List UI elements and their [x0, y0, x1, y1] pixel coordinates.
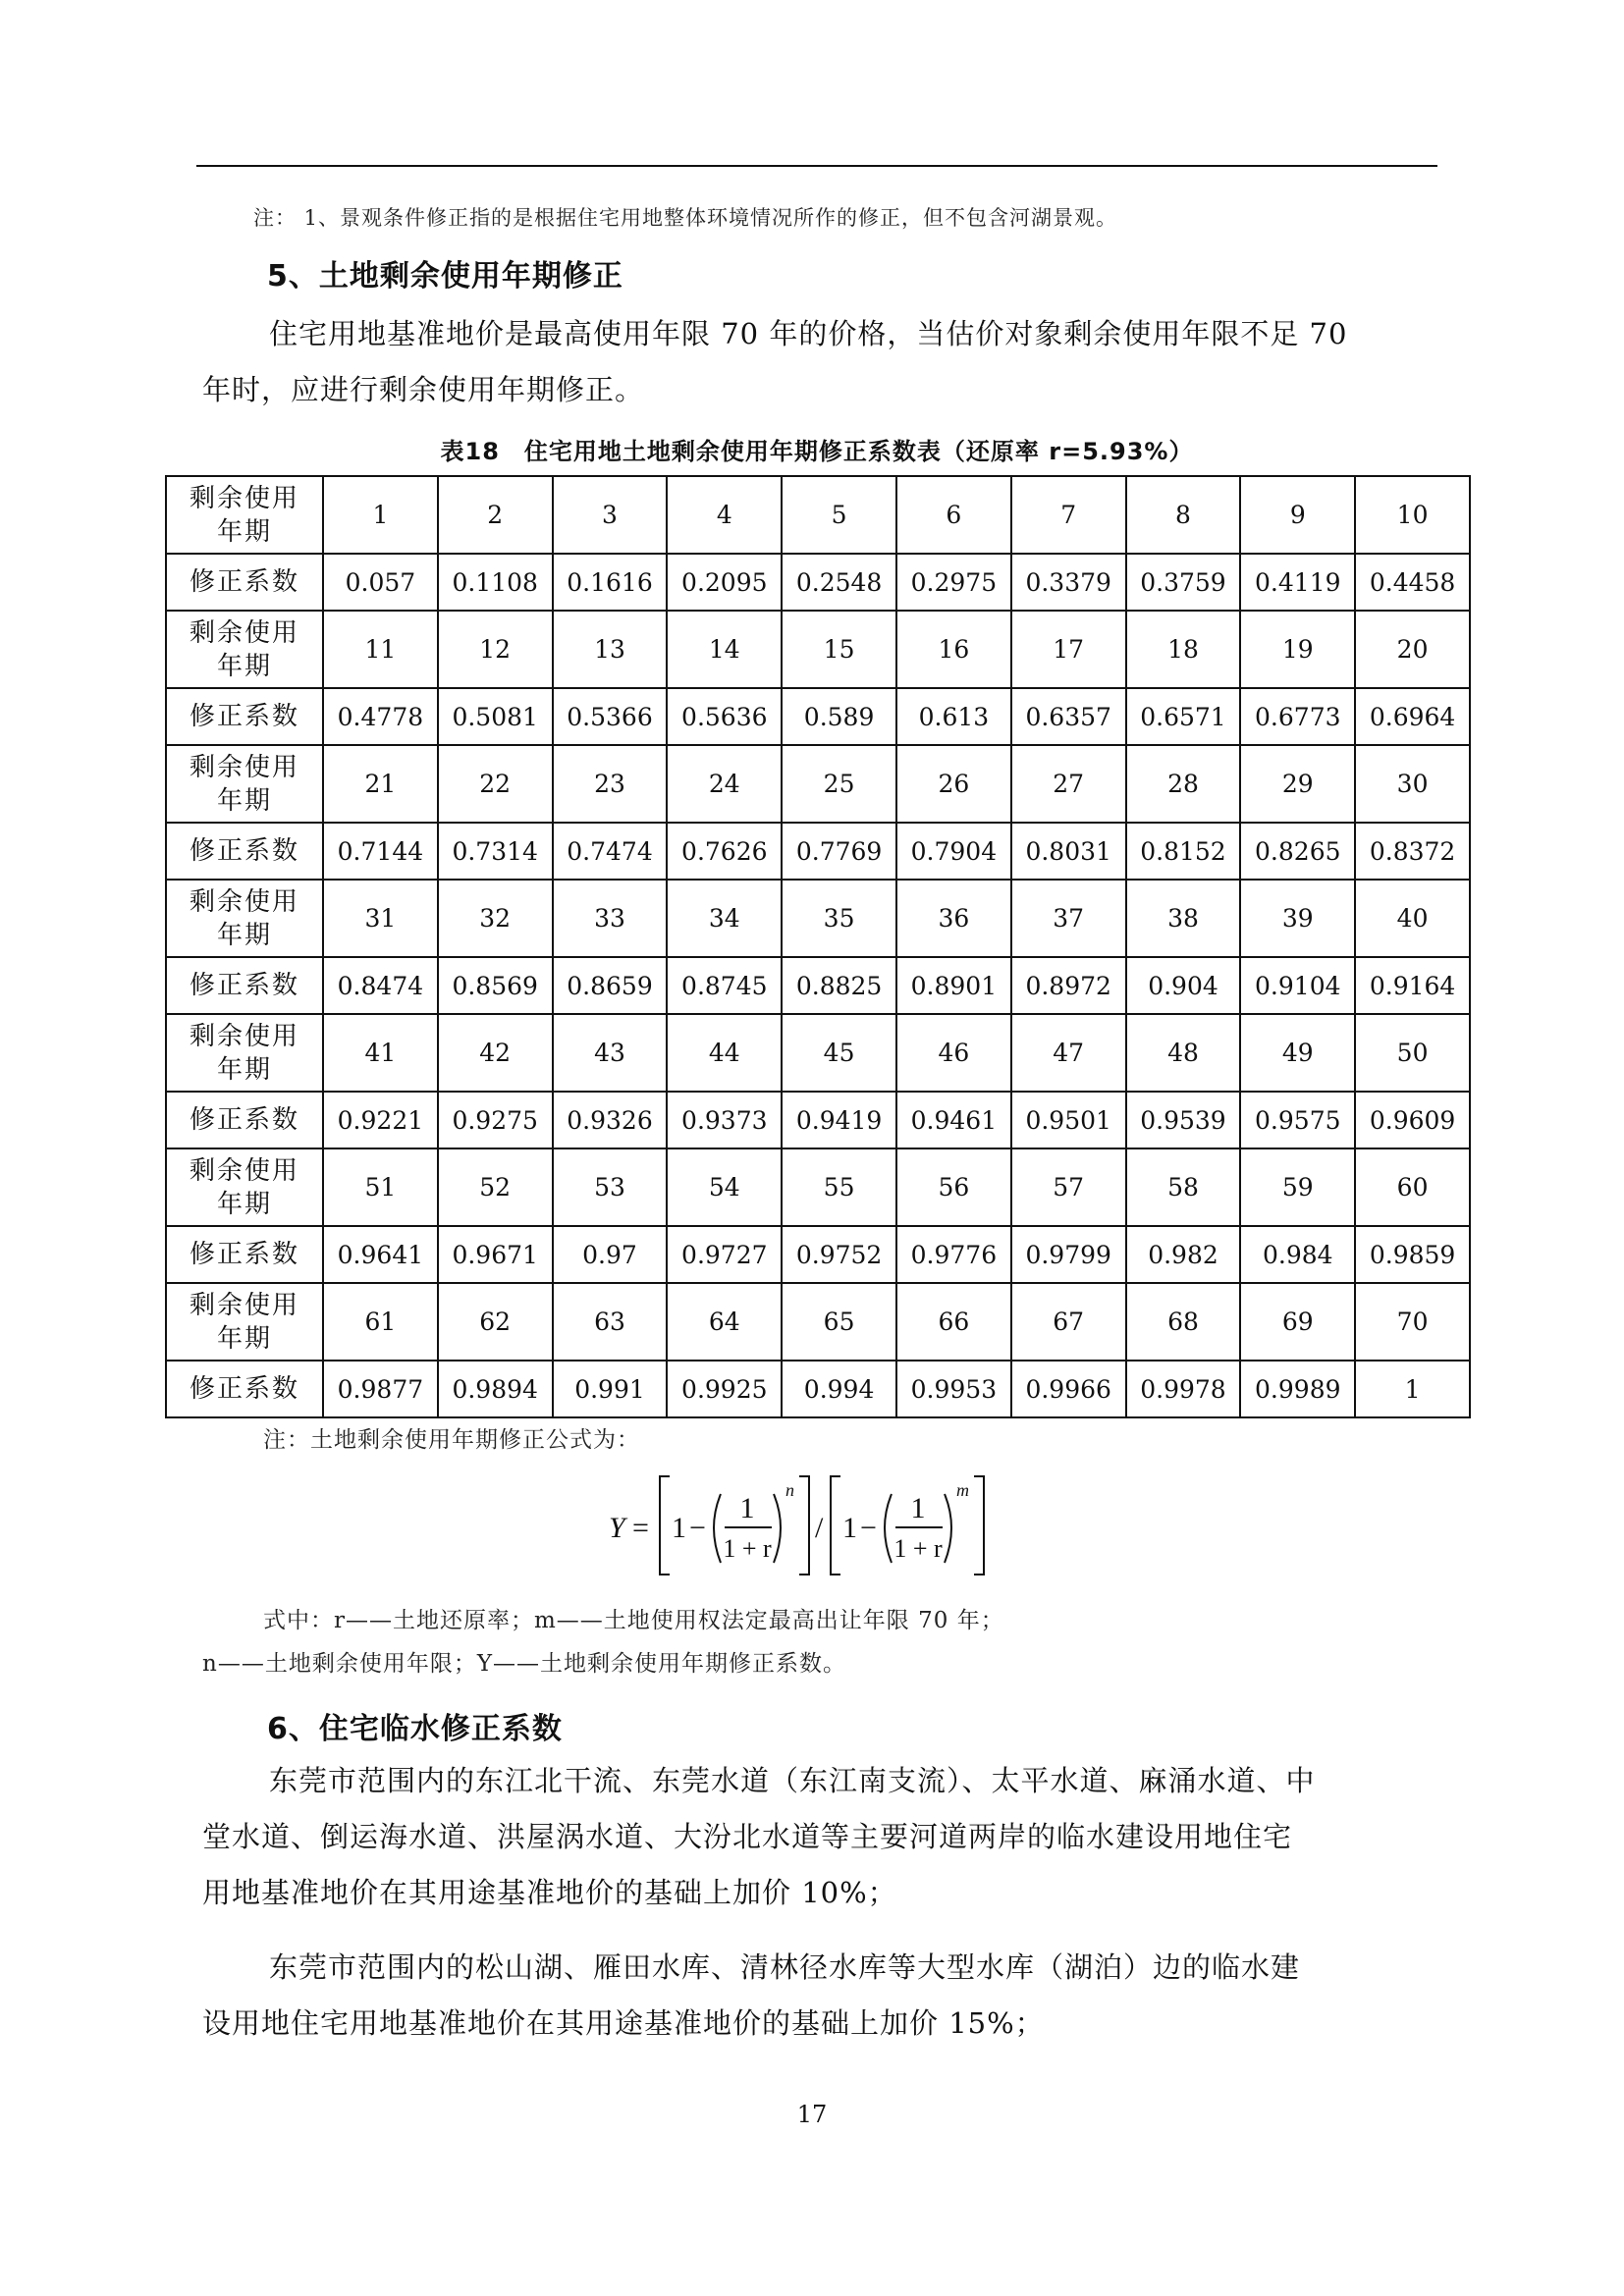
- formula-slash: /: [815, 1512, 824, 1544]
- right-paren-2: [945, 1494, 951, 1563]
- table-body: [166, 476, 1470, 1417]
- row-label-line: 剩余使用: [189, 752, 299, 782]
- coefficient-cell: 0.7769: [782, 823, 896, 880]
- row-label-line: 年期: [216, 1189, 272, 1219]
- coefficient-cell: 0.9671: [438, 1226, 553, 1283]
- row-label-line: 年期: [216, 1323, 272, 1354]
- year-cell: 17: [1011, 611, 1126, 688]
- paragraph-line: 东莞市范围内的东江北干流、东莞水道（东江南支流）、太平水道、麻涌水道、中: [269, 1764, 1316, 1797]
- section-6-heading: 6、住宅临水修正系数: [267, 1712, 563, 1746]
- row-label-line: 剩余使用: [189, 617, 299, 648]
- coefficient-cell: 0.6571: [1126, 688, 1241, 745]
- row-label-line: 剩余使用: [189, 1290, 299, 1320]
- year-cell: 39: [1240, 880, 1355, 957]
- year-cell: 28: [1126, 745, 1241, 823]
- fraction-numerator-2: 1: [910, 1492, 926, 1524]
- fraction-numerator-1: 1: [739, 1492, 755, 1524]
- coefficient-cell: 0.3759: [1126, 554, 1241, 611]
- left-paren-1: [714, 1494, 721, 1563]
- row-label-coefficient: 修正系数: [166, 1361, 323, 1417]
- row-label-remaining-years: [166, 476, 323, 554]
- year-cell: 10: [1355, 476, 1470, 554]
- year-cell: 62: [438, 1283, 553, 1361]
- row-label-coefficient: 修正系数: [166, 823, 323, 880]
- formula-equals: =: [632, 1512, 649, 1544]
- coefficient-cell: 0.9326: [553, 1092, 668, 1148]
- row-label-line: 年期: [216, 785, 272, 816]
- coefficient-cell: 0.9776: [896, 1226, 1011, 1283]
- exponent-m: m: [956, 1480, 969, 1500]
- coefficient-cell: 0.589: [782, 688, 896, 745]
- coefficient-cell: 0.6357: [1011, 688, 1126, 745]
- year-cell: 19: [1240, 611, 1355, 688]
- year-cell: 45: [782, 1014, 896, 1092]
- year-cell: 49: [1240, 1014, 1355, 1092]
- table-row-years: [166, 1014, 1470, 1092]
- row-label-line: 剩余使用: [189, 1155, 299, 1186]
- year-cell: 42: [438, 1014, 553, 1092]
- row-label-line: 年期: [216, 516, 272, 547]
- page-number: 17: [796, 2101, 828, 2128]
- coefficient-cell: 0.5081: [438, 688, 553, 745]
- section-5-heading: 5、土地剩余使用年期修正: [267, 259, 623, 294]
- table-row-years: [166, 1283, 1470, 1361]
- table-row-years: [166, 1148, 1470, 1226]
- right-bracket-1: [799, 1476, 809, 1575]
- coefficient-cell: 0.9275: [438, 1092, 553, 1148]
- row-label-coefficient: 修正系数: [166, 688, 323, 745]
- coefficient-cell: 0.994: [782, 1361, 896, 1417]
- exponent-n: n: [785, 1480, 794, 1500]
- year-cell: 25: [782, 745, 896, 823]
- coefficient-cell: 0.8474: [323, 957, 438, 1014]
- year-cell: 1: [323, 476, 438, 554]
- coefficient-cell: 0.7314: [438, 823, 553, 880]
- coefficient-cell: 0.4778: [323, 688, 438, 745]
- row-label-line: 年期: [216, 1054, 272, 1085]
- coefficient-cell: 0.8659: [553, 957, 668, 1014]
- coefficient-cell: 0.7474: [553, 823, 668, 880]
- year-cell: 43: [553, 1014, 668, 1092]
- coefficient-cell: 0.9461: [896, 1092, 1011, 1148]
- row-label-remaining-years: [166, 1283, 323, 1361]
- table-row-years: [166, 745, 1470, 823]
- table-row-coefficients: [166, 1361, 1470, 1417]
- year-cell: 14: [667, 611, 782, 688]
- coefficient-cell: 0.057: [323, 554, 438, 611]
- coefficient-cell: 0.2095: [667, 554, 782, 611]
- year-cell: 47: [1011, 1014, 1126, 1092]
- coefficient-cell: 0.991: [553, 1361, 668, 1417]
- year-cell: 11: [323, 611, 438, 688]
- coefficient-cell: 0.9641: [323, 1226, 438, 1283]
- year-cell: 36: [896, 880, 1011, 957]
- year-cell: 66: [896, 1283, 1011, 1361]
- row-label-coefficient: 修正系数: [166, 957, 323, 1014]
- year-cell: 33: [553, 880, 668, 957]
- year-cell: 46: [896, 1014, 1011, 1092]
- year-cell: 40: [1355, 880, 1470, 957]
- fraction-denominator-1: 1 + r: [723, 1534, 772, 1563]
- formula-legend-line-1: 式中：r——土地还原率；m——土地使用权法定最高出让年限 70 年；: [263, 1608, 1004, 1633]
- paragraph-line: 东莞市范围内的松山湖、雁田水库、清林径水库等大型水库（湖泊）边的临水建: [269, 1950, 1301, 1984]
- coefficient-cell: 0.9989: [1240, 1361, 1355, 1417]
- row-label-line: 剩余使用: [189, 886, 299, 917]
- coefficient-cell: 0.982: [1126, 1226, 1241, 1283]
- coefficient-cell: 0.9373: [667, 1092, 782, 1148]
- coefficient-cell: 0.8265: [1240, 823, 1355, 880]
- formula-one-2: 1: [842, 1512, 857, 1544]
- coefficient-cell: 0.7626: [667, 823, 782, 880]
- section-5-paragraph: [202, 306, 1430, 418]
- year-cell: 31: [323, 880, 438, 957]
- coefficient-cell: 0.8152: [1126, 823, 1241, 880]
- row-label-line: 年期: [216, 920, 272, 950]
- coefficient-cell: 0.9164: [1355, 957, 1470, 1014]
- coefficient-cell: 0.9953: [896, 1361, 1011, 1417]
- coefficient-cell: 0.9539: [1126, 1092, 1241, 1148]
- table-row-years: [166, 611, 1470, 688]
- section-6-paragraph-2: [202, 1940, 1430, 2052]
- row-label-line: 剩余使用: [189, 1021, 299, 1051]
- note-landscape: 注： 1、景观条件修正指的是根据住宅用地整体环境情况所作的修正，但不包含河湖景观。: [253, 206, 1118, 230]
- coefficient-cell: 0.9221: [323, 1092, 438, 1148]
- year-cell: 34: [667, 880, 782, 957]
- year-cell: 12: [438, 611, 553, 688]
- table-row-years: [166, 880, 1470, 957]
- year-cell: 37: [1011, 880, 1126, 957]
- coefficient-cell: 0.8569: [438, 957, 553, 1014]
- paragraph-line: 住宅用地基准地价是最高使用年限 70 年的价格，当估价对象剩余使用年限不足 70: [269, 317, 1348, 350]
- row-label-remaining-years: [166, 1014, 323, 1092]
- coefficient-cell: 0.8372: [1355, 823, 1470, 880]
- row-label-line: 剩余使用: [189, 483, 299, 513]
- coefficient-cell: 0.97: [553, 1226, 668, 1283]
- left-bracket-1: [660, 1476, 670, 1575]
- row-label-coefficient: 修正系数: [166, 1092, 323, 1148]
- header-rule: [196, 165, 1437, 167]
- year-cell: 60: [1355, 1148, 1470, 1226]
- year-cell: 55: [782, 1148, 896, 1226]
- formula-one-1: 1: [672, 1512, 686, 1544]
- coefficient-cell: 0.1616: [553, 554, 668, 611]
- year-cell: 52: [438, 1148, 553, 1226]
- year-cell: 50: [1355, 1014, 1470, 1092]
- year-cell: 2: [438, 476, 553, 554]
- year-cell: 27: [1011, 745, 1126, 823]
- row-label-remaining-years: [166, 745, 323, 823]
- year-cell: 61: [323, 1283, 438, 1361]
- coefficient-cell: 0.6964: [1355, 688, 1470, 745]
- year-cell: 15: [782, 611, 896, 688]
- year-cell: 23: [553, 745, 668, 823]
- year-cell: 67: [1011, 1283, 1126, 1361]
- row-label-remaining-years: [166, 880, 323, 957]
- row-label-line: 年期: [216, 651, 272, 681]
- left-paren-2: [885, 1494, 892, 1563]
- year-cell: 58: [1126, 1148, 1241, 1226]
- coefficient-cell: 0.7144: [323, 823, 438, 880]
- table-row-coefficients: [166, 1226, 1470, 1283]
- coefficient-cell: 0.9419: [782, 1092, 896, 1148]
- year-cell: 16: [896, 611, 1011, 688]
- coefficient-cell: 0.4458: [1355, 554, 1470, 611]
- coefficient-cell: 0.9575: [1240, 1092, 1355, 1148]
- coefficient-cell: 0.9877: [323, 1361, 438, 1417]
- coefficient-cell: 0.9894: [438, 1361, 553, 1417]
- paragraph-line: 用地基准地价在其用途基准地价的基础上加价 10%；: [202, 1876, 897, 1909]
- table-row-years: [166, 476, 1470, 554]
- row-label-remaining-years: [166, 611, 323, 688]
- coefficient-cell: 0.613: [896, 688, 1011, 745]
- coefficient-cell: 0.9925: [667, 1361, 782, 1417]
- table-row-coefficients: [166, 1092, 1470, 1148]
- formula-minus-1: −: [689, 1512, 706, 1544]
- coefficient-cell: 0.3379: [1011, 554, 1126, 611]
- coefficient-cell: 0.9609: [1355, 1092, 1470, 1148]
- year-cell: 48: [1126, 1014, 1241, 1092]
- paragraph-line: 年时，应进行剩余使用年期修正。: [202, 373, 645, 406]
- year-cell: 6: [896, 476, 1011, 554]
- year-cell: 21: [323, 745, 438, 823]
- year-cell: 3: [553, 476, 668, 554]
- row-label-coefficient: 修正系数: [166, 554, 323, 611]
- year-cell: 29: [1240, 745, 1355, 823]
- table-row-coefficients: [166, 688, 1470, 745]
- row-label-coefficient: 修正系数: [166, 1226, 323, 1283]
- year-cell: 57: [1011, 1148, 1126, 1226]
- coefficient-cell: 0.7904: [896, 823, 1011, 880]
- year-cell: 35: [782, 880, 896, 957]
- year-cell: 53: [553, 1148, 668, 1226]
- coefficient-cell: 0.8031: [1011, 823, 1126, 880]
- coefficient-cell: 0.8901: [896, 957, 1011, 1014]
- year-cell: 24: [667, 745, 782, 823]
- coefficient-cell: 0.9799: [1011, 1226, 1126, 1283]
- year-cell: 4: [667, 476, 782, 554]
- year-cell: 41: [323, 1014, 438, 1092]
- formula-y: Y: [609, 1512, 625, 1544]
- table-row-coefficients: [166, 957, 1470, 1014]
- right-paren-1: [774, 1494, 781, 1563]
- year-cell: 20: [1355, 611, 1470, 688]
- table-row-coefficients: [166, 554, 1470, 611]
- year-cell: 54: [667, 1148, 782, 1226]
- formula-note: 注：土地剩余使用年期修正公式为：: [263, 1427, 640, 1453]
- coefficient-cell: 0.1108: [438, 554, 553, 611]
- year-cell: 5: [782, 476, 896, 554]
- coefficient-cell: 0.8745: [667, 957, 782, 1014]
- paragraph-line: 设用地住宅用地基准地价在其用途基准地价的基础上加价 15%；: [202, 2006, 1045, 2040]
- year-cell: 51: [323, 1148, 438, 1226]
- coefficient-cell: 0.9859: [1355, 1226, 1470, 1283]
- table-caption: 表18 住宅用地土地剩余使用年期修正系数表（还原率 r=5.93%）: [440, 438, 1194, 465]
- formula-legend-line-2: n——土地剩余使用年限；Y——土地剩余使用年期修正系数。: [202, 1651, 846, 1677]
- formula-minus-2: −: [860, 1512, 877, 1544]
- coefficient-cell: 0.8825: [782, 957, 896, 1014]
- year-cell: 68: [1126, 1283, 1241, 1361]
- year-cell: 63: [553, 1283, 668, 1361]
- coefficient-cell: 0.9978: [1126, 1361, 1241, 1417]
- year-cell: 26: [896, 745, 1011, 823]
- right-bracket-2: [974, 1476, 984, 1575]
- coefficient-cell: 0.5636: [667, 688, 782, 745]
- fraction-denominator-2: 1 + r: [893, 1534, 943, 1563]
- formula: [609, 1472, 1080, 1580]
- year-cell: 9: [1240, 476, 1355, 554]
- coefficient-cell: 0.9501: [1011, 1092, 1126, 1148]
- coefficient-cell: 0.904: [1126, 957, 1241, 1014]
- coefficient-cell: 0.2975: [896, 554, 1011, 611]
- year-cell: 59: [1240, 1148, 1355, 1226]
- coefficient-cell: 0.5366: [553, 688, 668, 745]
- coefficient-cell: 0.9104: [1240, 957, 1355, 1014]
- year-cell: 69: [1240, 1283, 1355, 1361]
- coefficient-cell: 0.6773: [1240, 688, 1355, 745]
- year-cell: 32: [438, 880, 553, 957]
- coefficient-cell: 0.2548: [782, 554, 896, 611]
- coefficient-cell: 0.8972: [1011, 957, 1126, 1014]
- left-bracket-2: [831, 1476, 840, 1575]
- year-cell: 30: [1355, 745, 1470, 823]
- coefficient-cell: 1: [1355, 1361, 1470, 1417]
- section-6-paragraph-1: [202, 1753, 1430, 1921]
- coefficient-cell: 0.9727: [667, 1226, 782, 1283]
- year-cell: 7: [1011, 476, 1126, 554]
- paragraph-line: 堂水道、倒运海水道、洪屋涡水道、大汾北水道等主要河道两岸的临水建设用地住宅: [202, 1820, 1293, 1853]
- year-cell: 70: [1355, 1283, 1470, 1361]
- year-cell: 13: [553, 611, 668, 688]
- year-cell: 22: [438, 745, 553, 823]
- year-cell: 65: [782, 1283, 896, 1361]
- coefficient-cell: 0.9752: [782, 1226, 896, 1283]
- row-label-remaining-years: [166, 1148, 323, 1226]
- year-cell: 8: [1126, 476, 1241, 554]
- year-cell: 56: [896, 1148, 1011, 1226]
- year-cell: 18: [1126, 611, 1241, 688]
- year-cell: 64: [667, 1283, 782, 1361]
- coefficient-cell: 0.984: [1240, 1226, 1355, 1283]
- table-row-coefficients: [166, 823, 1470, 880]
- year-cell: 44: [667, 1014, 782, 1092]
- year-cell: 38: [1126, 880, 1241, 957]
- coefficient-cell: 0.4119: [1240, 554, 1355, 611]
- correction-coefficient-table: [165, 475, 1471, 1418]
- coefficient-cell: 0.9966: [1011, 1361, 1126, 1417]
